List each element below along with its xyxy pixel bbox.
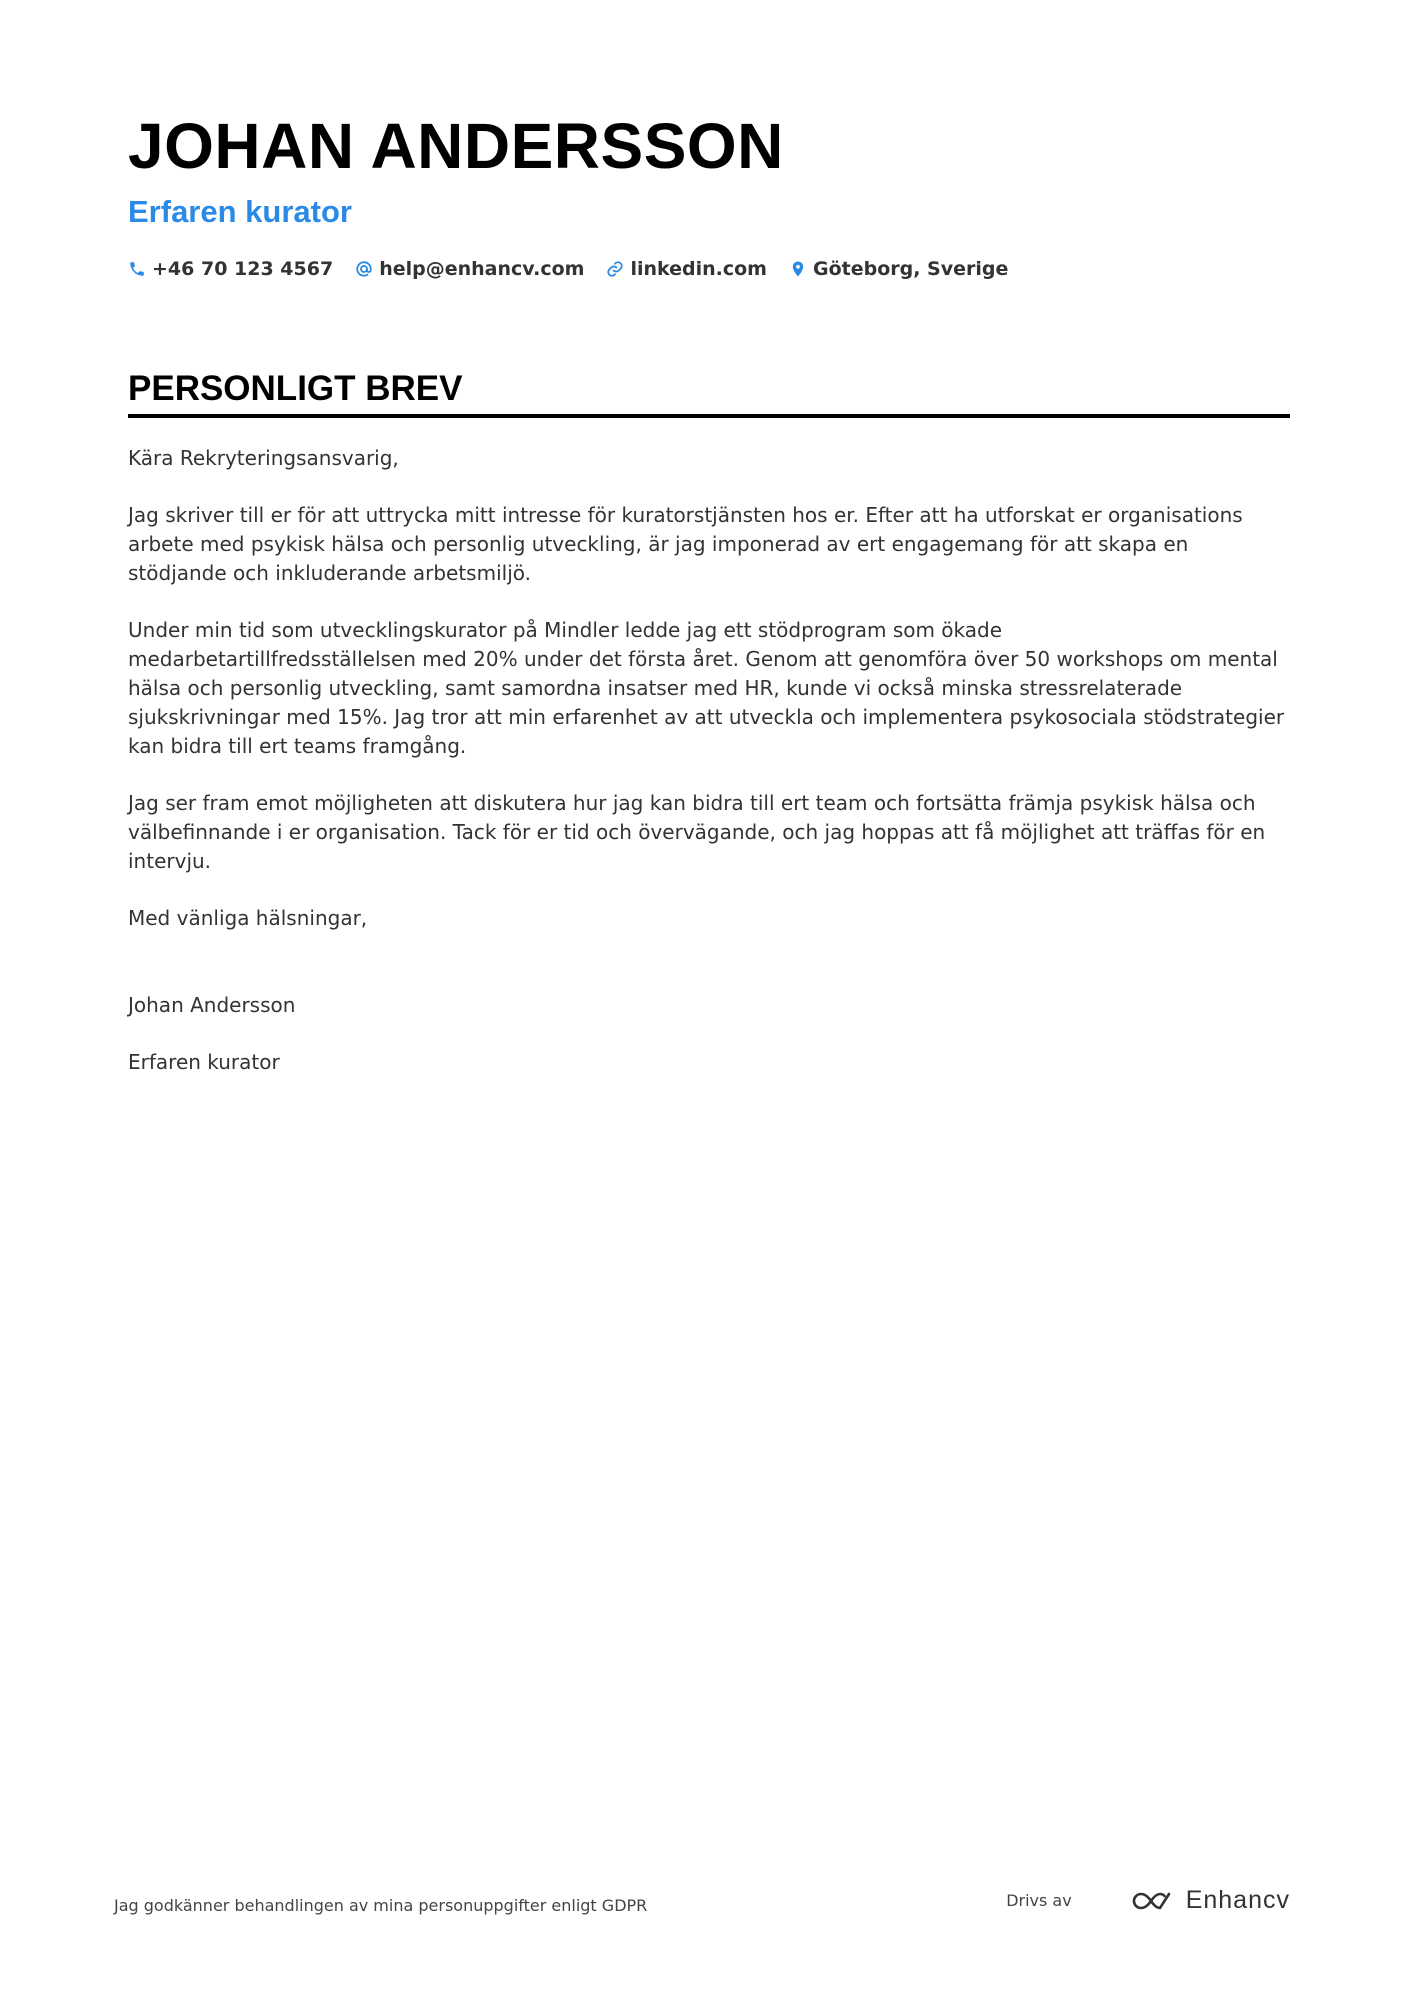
contact-phone <box>128 258 333 280</box>
section-title: PERSONLIGT BREV <box>128 369 463 408</box>
contact-location <box>789 258 1008 280</box>
contact-location-text: Göteborg, Sverige <box>812 258 1009 280</box>
letter-body <box>128 444 1290 933</box>
footer-branding <box>1006 1886 1290 1915</box>
contact-email[interactable] <box>355 258 584 280</box>
section-divider <box>128 414 1290 418</box>
powered-by-label: Drivs av <box>1006 1891 1072 1910</box>
brand-name: Enhancv <box>1185 1886 1290 1914</box>
signature-title: Erfaren kurator <box>128 1050 280 1074</box>
applicant-name: JOHAN ANDERSSON <box>128 110 784 182</box>
applicant-title: Erfaren kurator <box>128 194 352 229</box>
letter-closing: Med vänliga hälsningar, <box>128 906 368 930</box>
phone-icon <box>128 260 146 278</box>
location-pin-icon <box>789 260 807 278</box>
contact-email-text[interactable]: help@enhancv.com <box>379 258 585 280</box>
letter-greeting: Kära Rekryteringsansvarig, <box>128 446 399 470</box>
letter-paragraph-3: Jag ser fram emot möjligheten att diskutera hur jag kan bidra till ert team och fortsätta främja psykisk hälsa och välbefinnande i er organisation. Tack för er tid och övervägande, och jag hoppas att få möjlighet att träffas för en intervju. <box>128 791 1266 873</box>
contact-info <box>128 254 1290 284</box>
gdpr-notice: Jag godkänner behandlingen av mina personuppgifter enligt GDPR <box>114 1896 648 1915</box>
signature-name: Johan Andersson <box>128 993 296 1017</box>
infinity-logo-icon <box>1128 1889 1174 1913</box>
signature-block <box>128 991 1290 1077</box>
contact-phone-text: +46 70 123 4567 <box>152 258 334 280</box>
letter-paragraph-2: Under min tid som utvecklingskurator på Mindler ledde jag ett stödprogram som ökade medarbetartillfredsställelsen med 20% under det första året. Genom att genomföra över 50 workshops om mental hälsa och personlig utveckling, samt samordna insatser med HR, kunde vi också minska stressrelaterade sjukskrivningar med 15%. Jag tror att min erfarenhet av att utveckla och implementera psykosociala stödstrategier kan bidra till ert teams framgång. <box>128 618 1285 758</box>
header <box>128 108 1290 284</box>
at-icon <box>355 260 373 278</box>
letter-paragraph-1: Jag skriver till er för att uttrycka mitt intresse för kuratorstjänsten hos er. Efter att ha utforskat er organisations arbete med psykisk hälsa och personlig utveckling, är jag imponerad av ert engagemang för att skapa en stödjande och inkluderande arbetsmiljö. <box>128 503 1243 585</box>
contact-linkedin[interactable] <box>606 258 767 280</box>
contact-linkedin-text[interactable]: linkedin.com <box>630 258 767 280</box>
letter-section <box>128 368 1290 1105</box>
link-icon <box>606 260 624 278</box>
enhancv-logo[interactable] <box>1128 1886 1290 1915</box>
